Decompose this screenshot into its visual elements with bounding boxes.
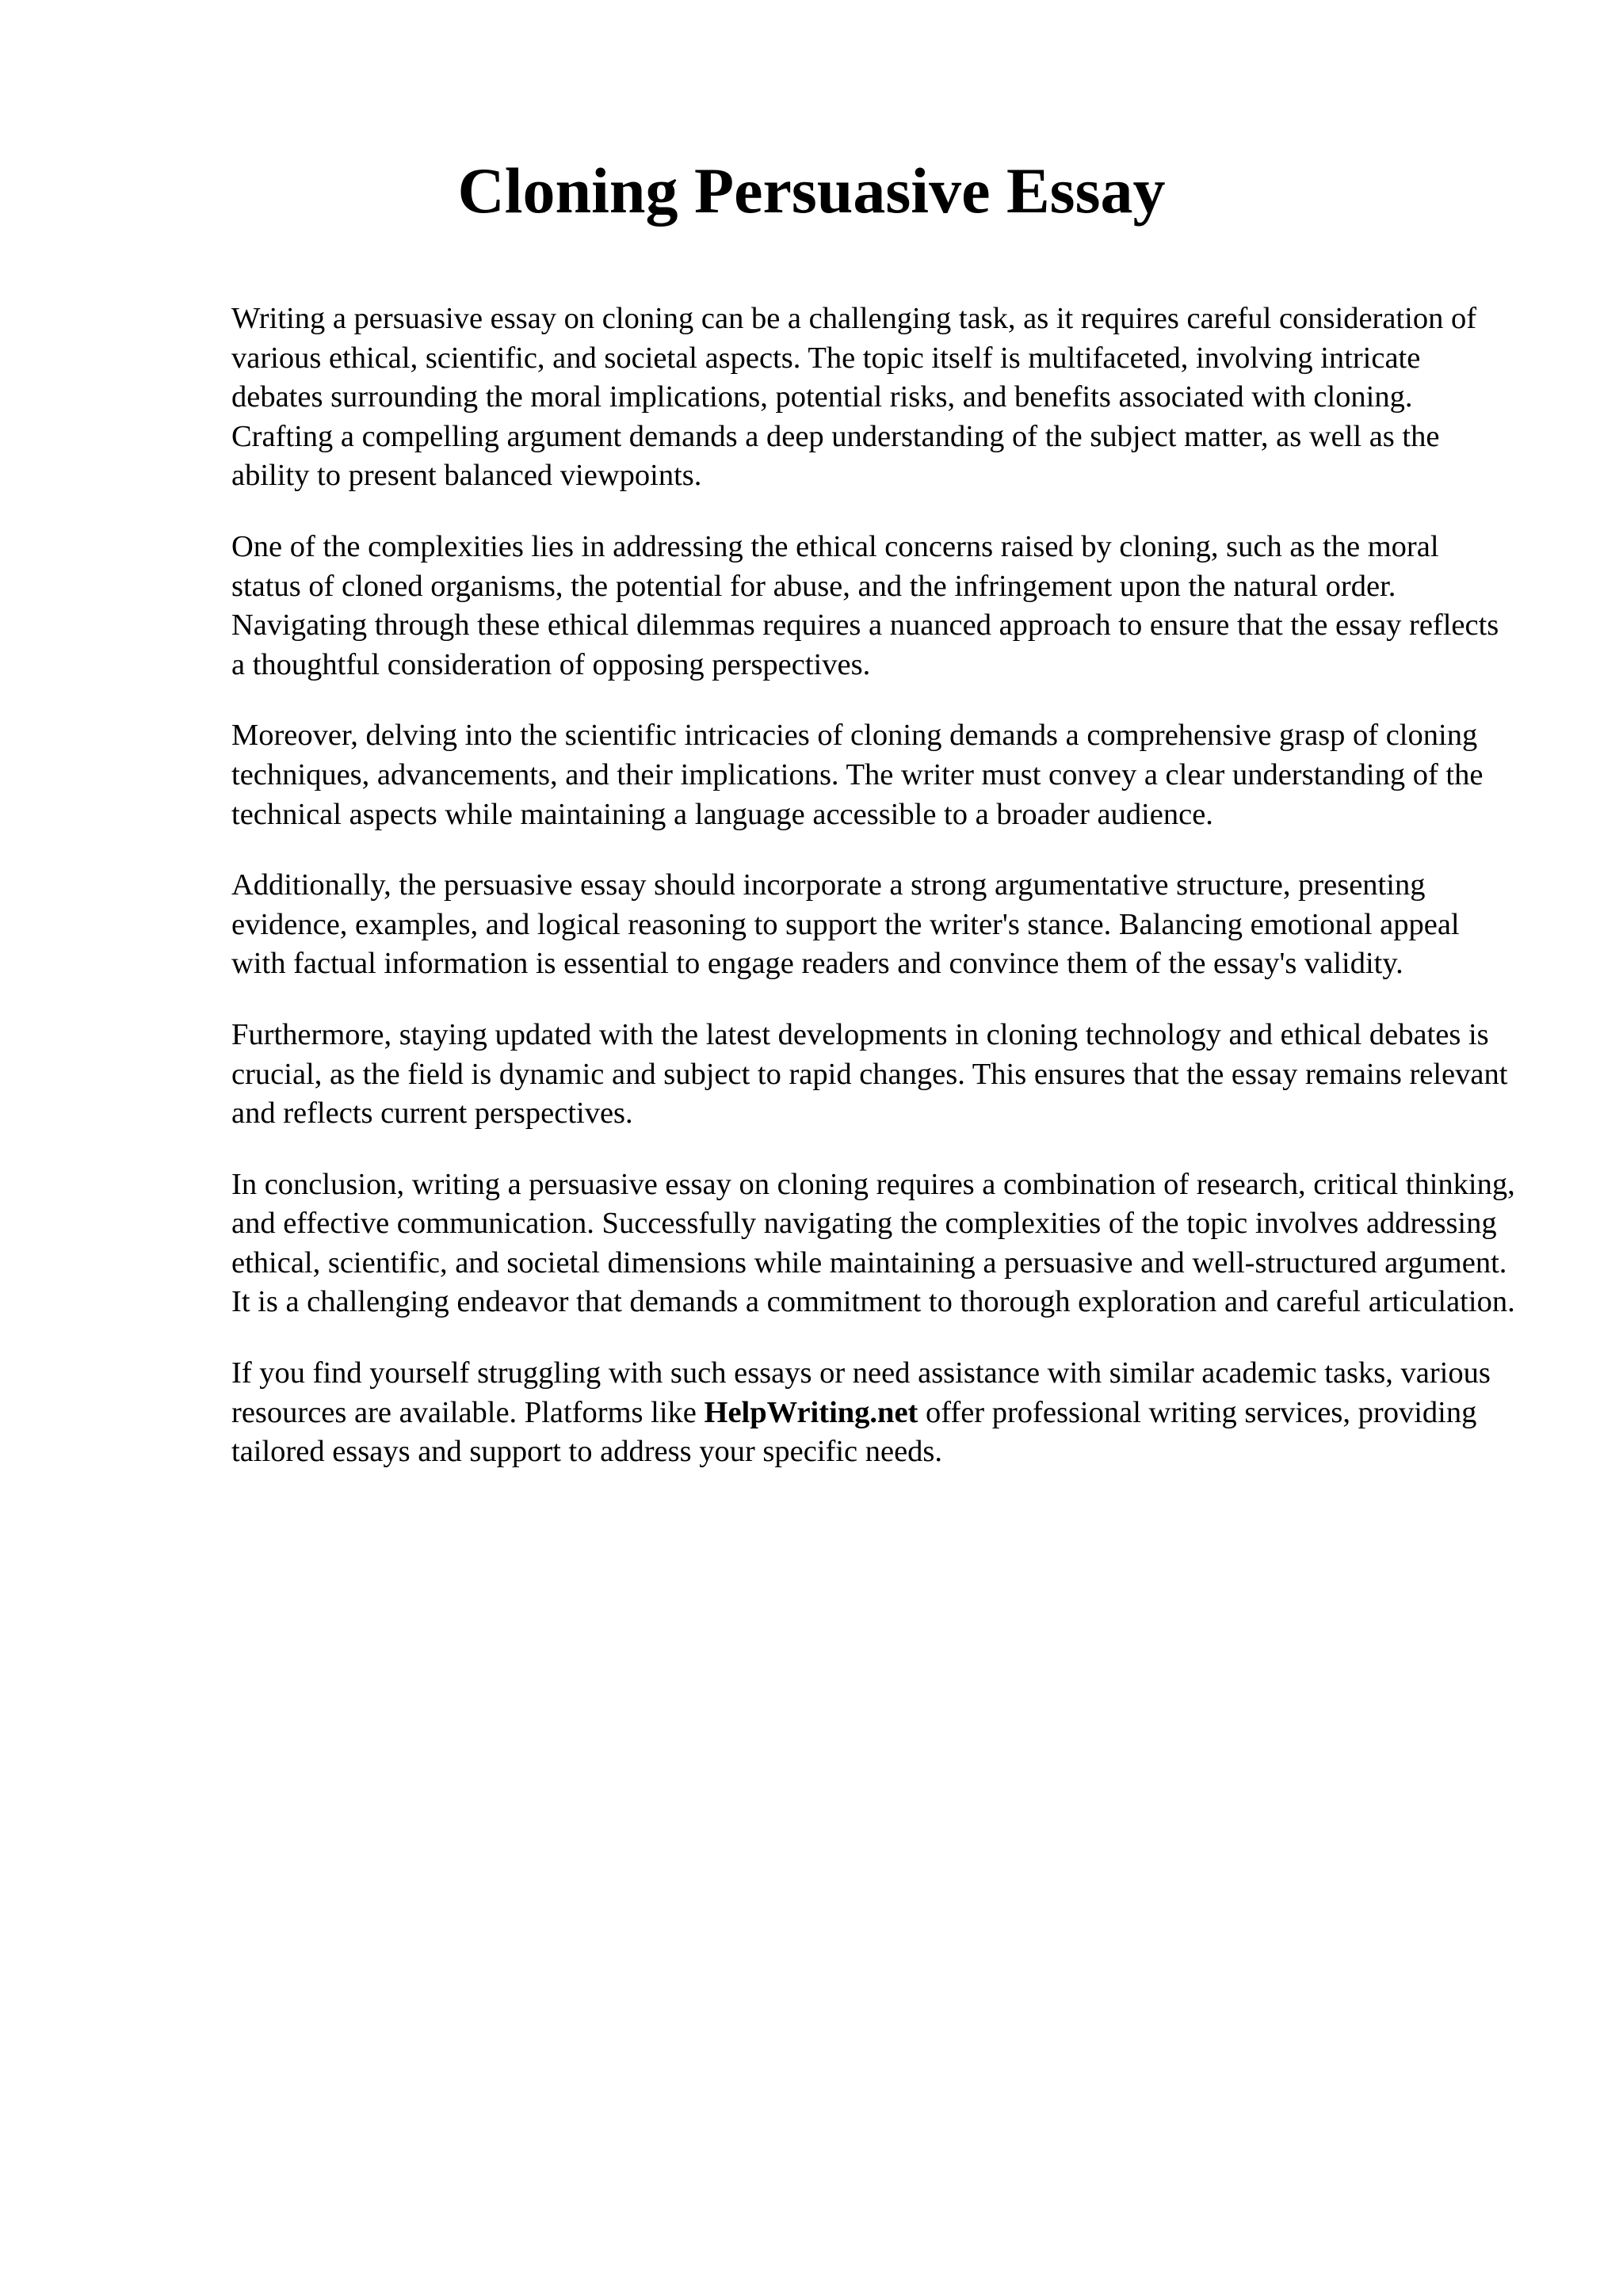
document-title: Cloning Persuasive Essay (457, 154, 1166, 227)
paragraph-updates: Furthermore, staying updated with the latest developments in cloning technology and ethical debates is crucial, as the field is dynamic and subject to rapid changes. This ensures that the essay remains relevant and reflects current perspectives. (231, 1017, 1508, 1131)
paragraph-argument-structure: Additionally, the persuasive essay should incorporate a strong argumentative structure, presenting evidence, examples, and logical reasoning to support the writer's stance. Balancing emotional appeal with factual information is essential to engage readers and convince them of the essay's validity. (231, 868, 1460, 981)
paragraph-intro: Writing a persuasive essay on cloning can be a challenging task, as it requires careful consideration of various ethical, scientific, and societal aspects. The topic itself is multifaceted, involving intricate debates surrounding the moral implications, potential risks, and benefits associated with cloning. Crafting a compelling argument demands a deep understanding of the subject matter, as well as the ability to present balanced viewpoints. (231, 302, 1477, 493)
document-body (231, 299, 1515, 1504)
closing-text-after: offer professional writing services, providing tailored essays and support to address your specific needs. (231, 1395, 1477, 1469)
paragraph-ethical-concerns: One of the complexities lies in addressing the ethical concerns raised by cloning, such as the moral status of cloned organisms, the potential for abuse, and the infringement upon the natural order. Navigating through these ethical dilemmas requires a nuanced approach to ensure that the essay reflects a thoughtful consideration of opposing perspectives. (231, 529, 1499, 681)
closing-text-before: If you find yourself struggling with such essays or need assistance with similar academic tasks, various resources are available. Platforms like (231, 1356, 1491, 1429)
paragraph-conclusion: In conclusion, writing a persuasive essay on cloning requires a combination of research, critical thinking, and effective communication. Successfully navigating the complexities of the topic involves addressing ethical, scientific, and societal dimensions while maintaining a persuasive and well-structured argument. It is a challenging endeavor that demands a commitment to thorough exploration and careful articulation. (231, 1167, 1515, 1319)
paragraph-closing (231, 1354, 1515, 1472)
paragraph-scientific: Moreover, delving into the scientific intricacies of cloning demands a comprehensive grasp of cloning techniques, advancements, and their implications. The writer must convey a clear understanding of the technical aspects while maintaining a language accessible to a broader audience. (231, 719, 1484, 831)
brand-name: HelpWriting.net (704, 1395, 918, 1429)
